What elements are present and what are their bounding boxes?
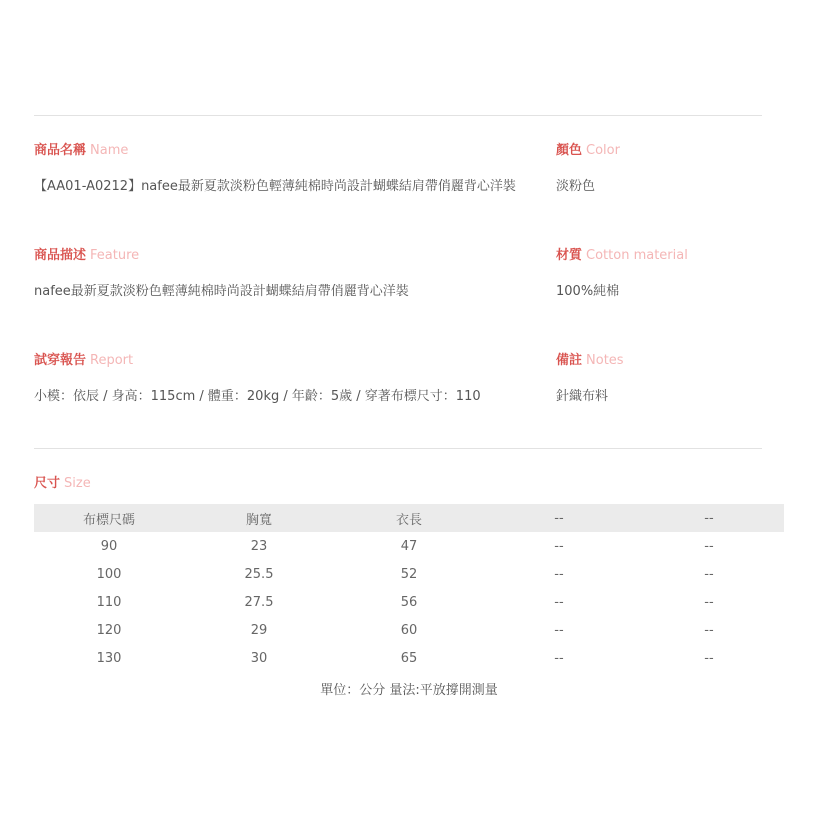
notes-value: 針織布料 [556, 389, 609, 404]
size-label-zh: 尺寸 [34, 476, 61, 491]
table-cell: 65 [400, 650, 418, 666]
table-cell: 90 [100, 538, 118, 554]
color-label-zh: 顏色 [556, 143, 583, 158]
header-chest-width: 胸寬 [184, 504, 334, 532]
table-cell: 47 [400, 538, 418, 554]
feature-label-zh: 商品描述 [34, 248, 87, 263]
table-cell: 25.5 [244, 566, 274, 582]
feature-value: nafee最新夏款淡粉色輕薄純棉時尚設計蝴蝶結肩帶俏麗背心洋裝 [34, 284, 409, 299]
table-cell: 120 [96, 622, 122, 638]
table-cell: -- [554, 538, 564, 554]
material-label-zh: 材質 [556, 248, 583, 263]
top-divider [34, 115, 762, 116]
table-cell: -- [704, 594, 714, 610]
material-value: 100%純棉 [556, 284, 620, 299]
measurement-note: 單位：公分 量法:平放撐開測量 [320, 683, 498, 698]
table-row [34, 616, 784, 644]
table-cell: 100 [96, 566, 122, 582]
table-cell: 110 [96, 594, 122, 610]
name-label [34, 139, 128, 158]
material-label-en: Cotton material [586, 248, 688, 263]
table-cell: 52 [400, 566, 418, 582]
table-row [34, 532, 784, 560]
report-label-en: Report [90, 353, 134, 368]
table-cell: 56 [400, 594, 418, 610]
table-cell: 27.5 [244, 594, 274, 610]
table-cell: 30 [250, 650, 268, 666]
report-label-zh: 試穿報告 [34, 353, 87, 368]
table-cell: 29 [250, 622, 268, 638]
feature-label [34, 244, 139, 263]
header-length: 衣長 [334, 504, 484, 532]
table-row [34, 644, 784, 672]
size-table [34, 504, 784, 672]
notes-label-en: Notes [586, 353, 624, 368]
color-label [556, 139, 620, 158]
table-cell: -- [554, 650, 564, 666]
table-cell: -- [704, 622, 714, 638]
header-col-5: -- [634, 504, 784, 532]
color-value: 淡粉色 [556, 179, 596, 194]
size-label [34, 472, 91, 491]
name-label-en: Name [90, 143, 129, 158]
table-cell: 60 [400, 622, 418, 638]
table-cell: -- [704, 650, 714, 666]
table-cell: -- [554, 622, 564, 638]
feature-label-en: Feature [90, 248, 140, 263]
header-tag-size: 布標尺碼 [34, 504, 184, 532]
table-cell: -- [704, 538, 714, 554]
size-label-en: Size [64, 476, 91, 491]
table-cell: -- [554, 594, 564, 610]
header-col-4: -- [484, 504, 634, 532]
material-label [556, 244, 688, 263]
report-value: 小模：依辰 / 身高：115cm / 體重：20kg / 年齡：5歲 / 穿著布標尺寸：110 [34, 389, 481, 404]
notes-label [556, 349, 624, 368]
notes-label-zh: 備註 [556, 353, 583, 368]
middle-divider [34, 448, 762, 449]
table-cell: 23 [250, 538, 268, 554]
table-cell: -- [704, 566, 714, 582]
report-label [34, 349, 133, 368]
table-row [34, 560, 784, 588]
name-value: 【AA01-A0212】nafee最新夏款淡粉色輕薄純棉時尚設計蝴蝶結肩帶俏麗背心洋裝 [34, 179, 516, 194]
size-table-header-row [34, 504, 784, 532]
table-cell: -- [554, 566, 564, 582]
color-label-en: Color [586, 143, 620, 158]
name-label-zh: 商品名稱 [34, 143, 87, 158]
table-row [34, 588, 784, 616]
table-cell: 130 [96, 650, 122, 666]
